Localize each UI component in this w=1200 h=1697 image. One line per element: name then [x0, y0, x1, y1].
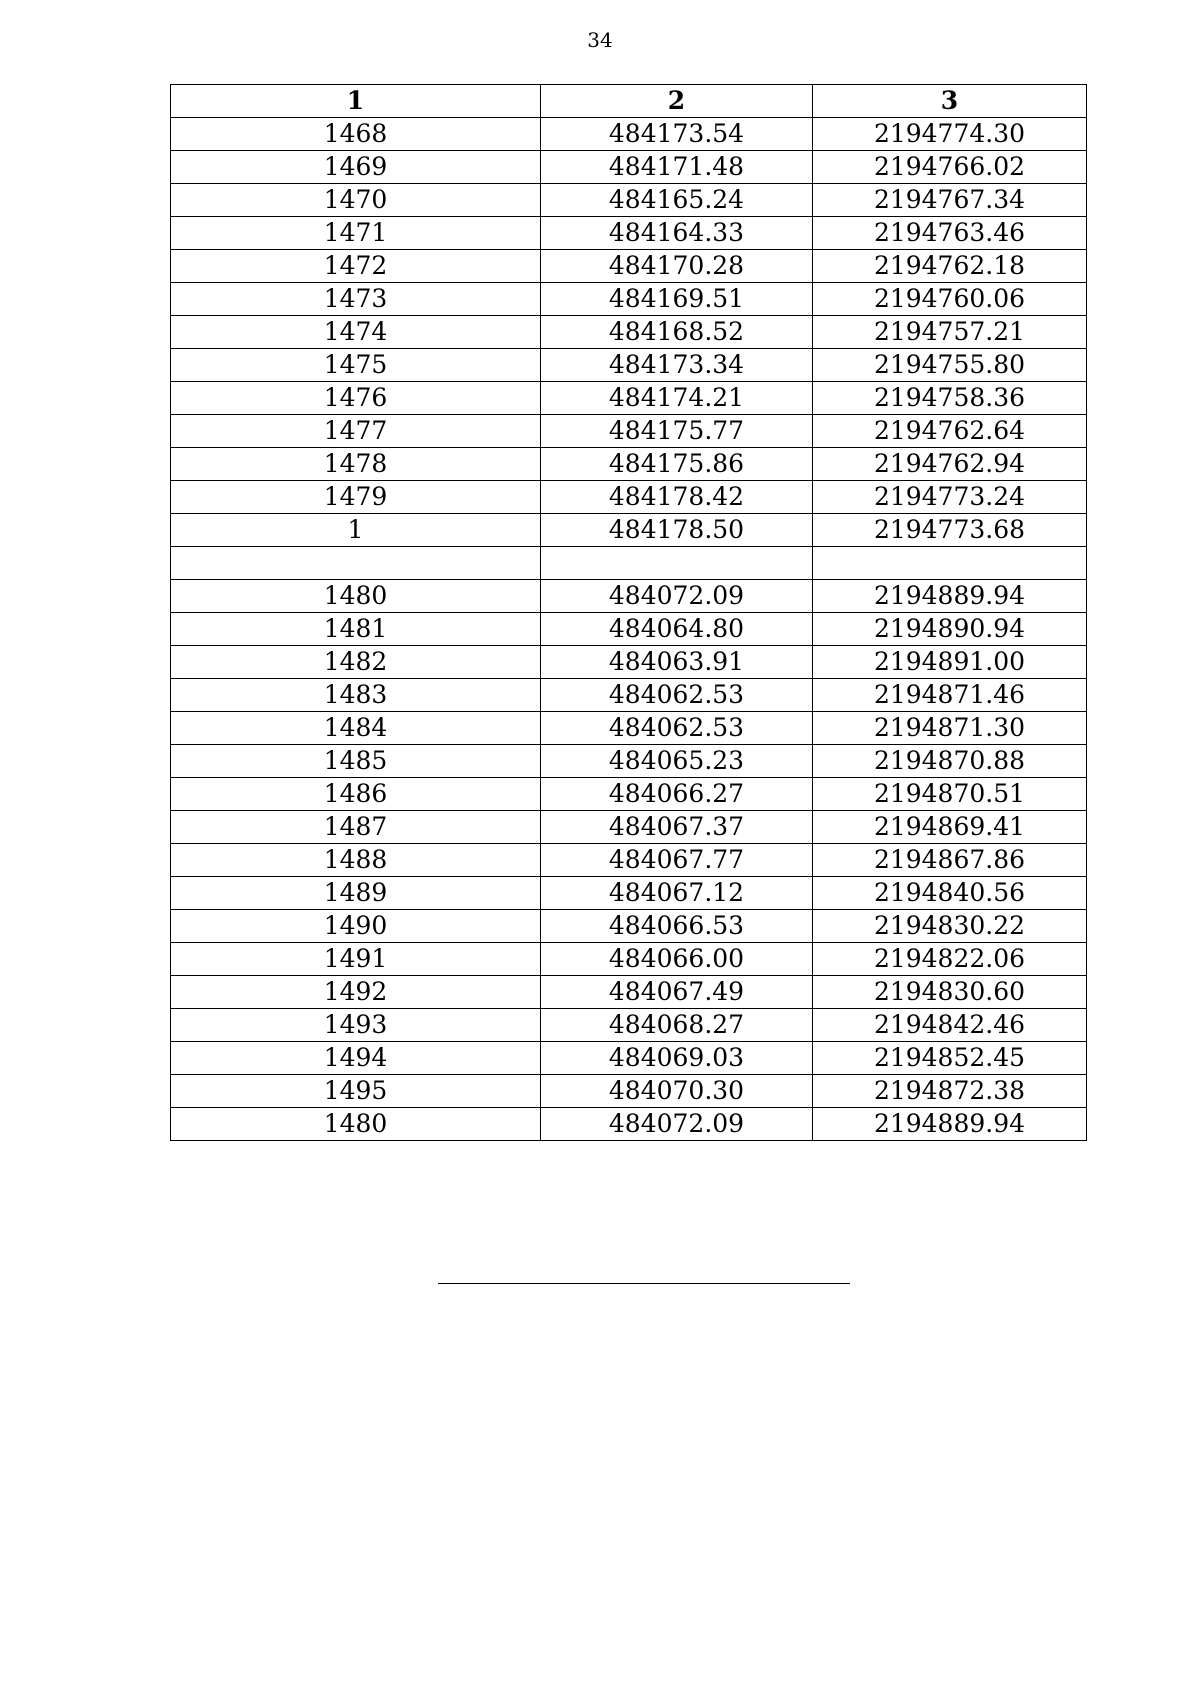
- table-row: [171, 976, 1087, 1009]
- x-coordinate-cell: 484170.28: [541, 250, 813, 283]
- x-coordinate-cell: 484178.50: [541, 514, 813, 547]
- x-coordinate-cell: 484168.52: [541, 316, 813, 349]
- y-coordinate-cell: 2194852.45: [813, 1042, 1087, 1075]
- y-coordinate-cell: 2194762.18: [813, 250, 1087, 283]
- x-coordinate-cell: 484174.21: [541, 382, 813, 415]
- point-number-cell: 1472: [171, 250, 541, 283]
- column-header: 2: [541, 85, 813, 118]
- y-coordinate-cell: 2194763.46: [813, 217, 1087, 250]
- table-row: [171, 1042, 1087, 1075]
- point-number-cell: 1492: [171, 976, 541, 1009]
- x-coordinate-cell: [541, 547, 813, 580]
- y-coordinate-cell: 2194762.94: [813, 448, 1087, 481]
- point-number-cell: 1482: [171, 646, 541, 679]
- table-row: [171, 250, 1087, 283]
- table-row: [171, 943, 1087, 976]
- x-coordinate-cell: 484067.77: [541, 844, 813, 877]
- x-coordinate-cell: 484072.09: [541, 1108, 813, 1141]
- y-coordinate-cell: 2194760.06: [813, 283, 1087, 316]
- column-header: 3: [813, 85, 1087, 118]
- column-header: 1: [171, 85, 541, 118]
- point-number-cell: 1485: [171, 745, 541, 778]
- x-coordinate-cell: 484165.24: [541, 184, 813, 217]
- table-row: [171, 580, 1087, 613]
- y-coordinate-cell: 2194869.41: [813, 811, 1087, 844]
- x-coordinate-cell: 484067.12: [541, 877, 813, 910]
- point-number-cell: 1481: [171, 613, 541, 646]
- table-row: [171, 613, 1087, 646]
- x-coordinate-cell: 484066.27: [541, 778, 813, 811]
- point-number-cell: 1495: [171, 1075, 541, 1108]
- point-number-cell: 1484: [171, 712, 541, 745]
- point-number-cell: 1491: [171, 943, 541, 976]
- point-number-cell: 1480: [171, 1108, 541, 1141]
- point-number-cell: 1470: [171, 184, 541, 217]
- x-coordinate-cell: 484173.34: [541, 349, 813, 382]
- table-row: [171, 877, 1087, 910]
- table-row: [171, 910, 1087, 943]
- point-number-cell: 1477: [171, 415, 541, 448]
- x-coordinate-cell: 484164.33: [541, 217, 813, 250]
- x-coordinate-cell: 484072.09: [541, 580, 813, 613]
- y-coordinate-cell: 2194830.22: [813, 910, 1087, 943]
- point-number-cell: 1480: [171, 580, 541, 613]
- x-coordinate-cell: 484070.30: [541, 1075, 813, 1108]
- table-row: [171, 778, 1087, 811]
- point-number-cell: 1479: [171, 481, 541, 514]
- table-row: [171, 151, 1087, 184]
- table-row: [171, 745, 1087, 778]
- y-coordinate-cell: 2194755.80: [813, 349, 1087, 382]
- table-row: [171, 415, 1087, 448]
- y-coordinate-cell: 2194870.88: [813, 745, 1087, 778]
- y-coordinate-cell: 2194867.86: [813, 844, 1087, 877]
- table-row: [171, 844, 1087, 877]
- point-number-cell: 1489: [171, 877, 541, 910]
- table-row: [171, 547, 1087, 580]
- y-coordinate-cell: [813, 547, 1087, 580]
- x-coordinate-cell: 484175.86: [541, 448, 813, 481]
- y-coordinate-cell: 2194871.30: [813, 712, 1087, 745]
- point-number-cell: 1471: [171, 217, 541, 250]
- point-number-cell: 1468: [171, 118, 541, 151]
- table-row: [171, 1075, 1087, 1108]
- x-coordinate-cell: 484173.54: [541, 118, 813, 151]
- table-row: [171, 448, 1087, 481]
- x-coordinate-cell: 484175.77: [541, 415, 813, 448]
- y-coordinate-cell: 2194872.38: [813, 1075, 1087, 1108]
- x-coordinate-cell: 484068.27: [541, 1009, 813, 1042]
- point-number-cell: 1473: [171, 283, 541, 316]
- x-coordinate-cell: 484062.53: [541, 712, 813, 745]
- y-coordinate-cell: 2194757.21: [813, 316, 1087, 349]
- y-coordinate-cell: 2194766.02: [813, 151, 1087, 184]
- y-coordinate-cell: 2194871.46: [813, 679, 1087, 712]
- y-coordinate-cell: 2194889.94: [813, 580, 1087, 613]
- y-coordinate-cell: 2194840.56: [813, 877, 1087, 910]
- x-coordinate-cell: 484066.00: [541, 943, 813, 976]
- table-row: [171, 811, 1087, 844]
- point-number-cell: 1493: [171, 1009, 541, 1042]
- table-row: [171, 1108, 1087, 1141]
- table-row: [171, 217, 1087, 250]
- point-number-cell: 1: [171, 514, 541, 547]
- x-coordinate-cell: 484069.03: [541, 1042, 813, 1075]
- y-coordinate-cell: 2194889.94: [813, 1108, 1087, 1141]
- x-coordinate-cell: 484169.51: [541, 283, 813, 316]
- page-number: 34: [587, 28, 613, 52]
- y-coordinate-cell: 2194842.46: [813, 1009, 1087, 1042]
- point-number-cell: 1487: [171, 811, 541, 844]
- point-number-cell: [171, 547, 541, 580]
- table-header-row: [171, 85, 1087, 118]
- y-coordinate-cell: 2194822.06: [813, 943, 1087, 976]
- table-body: [171, 118, 1087, 1141]
- y-coordinate-cell: 2194870.51: [813, 778, 1087, 811]
- table-row: [171, 712, 1087, 745]
- table-row: [171, 283, 1087, 316]
- y-coordinate-cell: 2194758.36: [813, 382, 1087, 415]
- x-coordinate-cell: 484067.49: [541, 976, 813, 1009]
- y-coordinate-cell: 2194830.60: [813, 976, 1087, 1009]
- point-number-cell: 1478: [171, 448, 541, 481]
- y-coordinate-cell: 2194774.30: [813, 118, 1087, 151]
- table-row: [171, 646, 1087, 679]
- table-row: [171, 679, 1087, 712]
- coordinates-table: [170, 84, 1087, 1141]
- x-coordinate-cell: 484067.37: [541, 811, 813, 844]
- x-coordinate-cell: 484062.53: [541, 679, 813, 712]
- point-number-cell: 1494: [171, 1042, 541, 1075]
- point-number-cell: 1483: [171, 679, 541, 712]
- table-row: [171, 118, 1087, 151]
- x-coordinate-cell: 484063.91: [541, 646, 813, 679]
- y-coordinate-cell: 2194762.64: [813, 415, 1087, 448]
- separator-line: [438, 1283, 850, 1284]
- point-number-cell: 1469: [171, 151, 541, 184]
- point-number-cell: 1474: [171, 316, 541, 349]
- y-coordinate-cell: 2194773.24: [813, 481, 1087, 514]
- table-row: [171, 316, 1087, 349]
- point-number-cell: 1488: [171, 844, 541, 877]
- x-coordinate-cell: 484178.42: [541, 481, 813, 514]
- point-number-cell: 1486: [171, 778, 541, 811]
- table-row: [171, 382, 1087, 415]
- table-row: [171, 514, 1087, 547]
- x-coordinate-cell: 484064.80: [541, 613, 813, 646]
- table-row: [171, 481, 1087, 514]
- point-number-cell: 1490: [171, 910, 541, 943]
- x-coordinate-cell: 484066.53: [541, 910, 813, 943]
- table-row: [171, 1009, 1087, 1042]
- table-row: [171, 349, 1087, 382]
- y-coordinate-cell: 2194891.00: [813, 646, 1087, 679]
- point-number-cell: 1476: [171, 382, 541, 415]
- x-coordinate-cell: 484171.48: [541, 151, 813, 184]
- table-row: [171, 184, 1087, 217]
- x-coordinate-cell: 484065.23: [541, 745, 813, 778]
- point-number-cell: 1475: [171, 349, 541, 382]
- y-coordinate-cell: 2194890.94: [813, 613, 1087, 646]
- y-coordinate-cell: 2194767.34: [813, 184, 1087, 217]
- y-coordinate-cell: 2194773.68: [813, 514, 1087, 547]
